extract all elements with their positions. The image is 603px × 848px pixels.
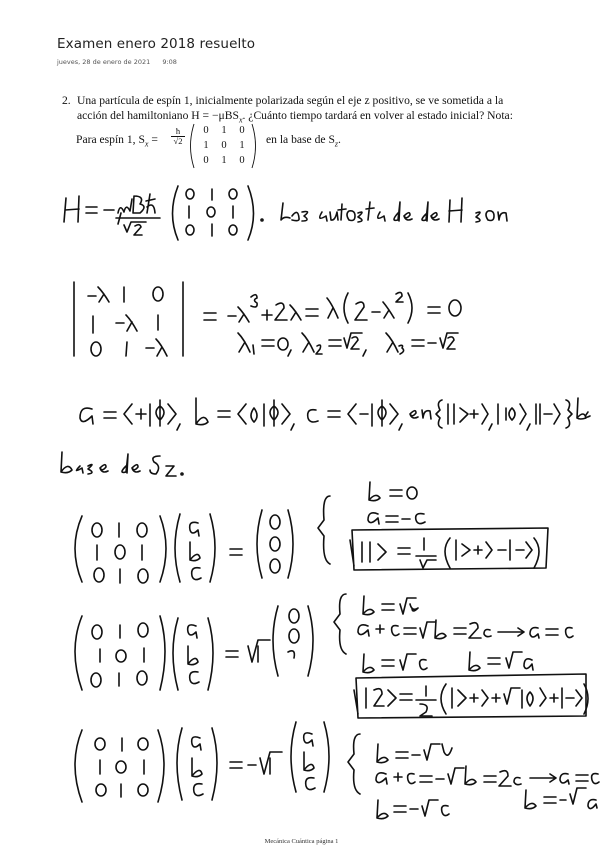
page-footer: Mecánica Cuántica página 1 [264, 838, 339, 845]
problem-line-2-sub: x [238, 115, 243, 125]
hw-basis [61, 452, 183, 476]
printed-matrix-cell: 0 [221, 140, 227, 151]
printed-matrix-cell: 0 [239, 155, 245, 166]
hw-components [80, 398, 590, 430]
printed-matrix-cell: 1 [221, 125, 227, 136]
printed-matrix-cell: 0 [203, 125, 209, 136]
hw-system-1 [75, 482, 548, 583]
problem-line-1: Una partícula de espín 1, inicialmente polarizada según el eje z positivo, se ve sometida a la [77, 94, 504, 107]
note-prefix: Para espín 1, S [76, 133, 145, 146]
printed-matrix-cell: 0 [239, 125, 245, 136]
printed-matrix-cell: 0 [203, 155, 209, 166]
hw-system-3 [75, 722, 599, 819]
printed-matrix-cell: 1 [203, 140, 209, 151]
problem-line-2-text: acción del hamiltoniano H = −μBS [77, 109, 239, 122]
note-end: . [338, 133, 341, 146]
note-suffix: en la base de S [266, 133, 335, 146]
problem-line-2-rest: . ¿Cuánto tiempo tardará en volver al estado inicial? Nota: [242, 109, 513, 122]
printed-matrix-cell: 1 [221, 155, 227, 166]
hbar-den: √2 [173, 136, 183, 146]
time-text: 9:08 [162, 58, 177, 66]
hw-hamiltonian [64, 186, 507, 240]
note-sub: x [144, 139, 149, 149]
note-eq: = [148, 133, 158, 146]
hw-determinant [74, 282, 461, 356]
date-text: jueves, 28 de enero de 2021 [57, 58, 151, 66]
problem-number: 2. [62, 94, 71, 107]
printed-matrix-cell: 1 [239, 140, 245, 151]
page-title: Examen enero 2018 resuelto [57, 36, 256, 52]
hw-system-2 [75, 594, 588, 718]
hbar-num: ħ [171, 127, 185, 137]
note-suffix-sub: z [334, 139, 339, 149]
